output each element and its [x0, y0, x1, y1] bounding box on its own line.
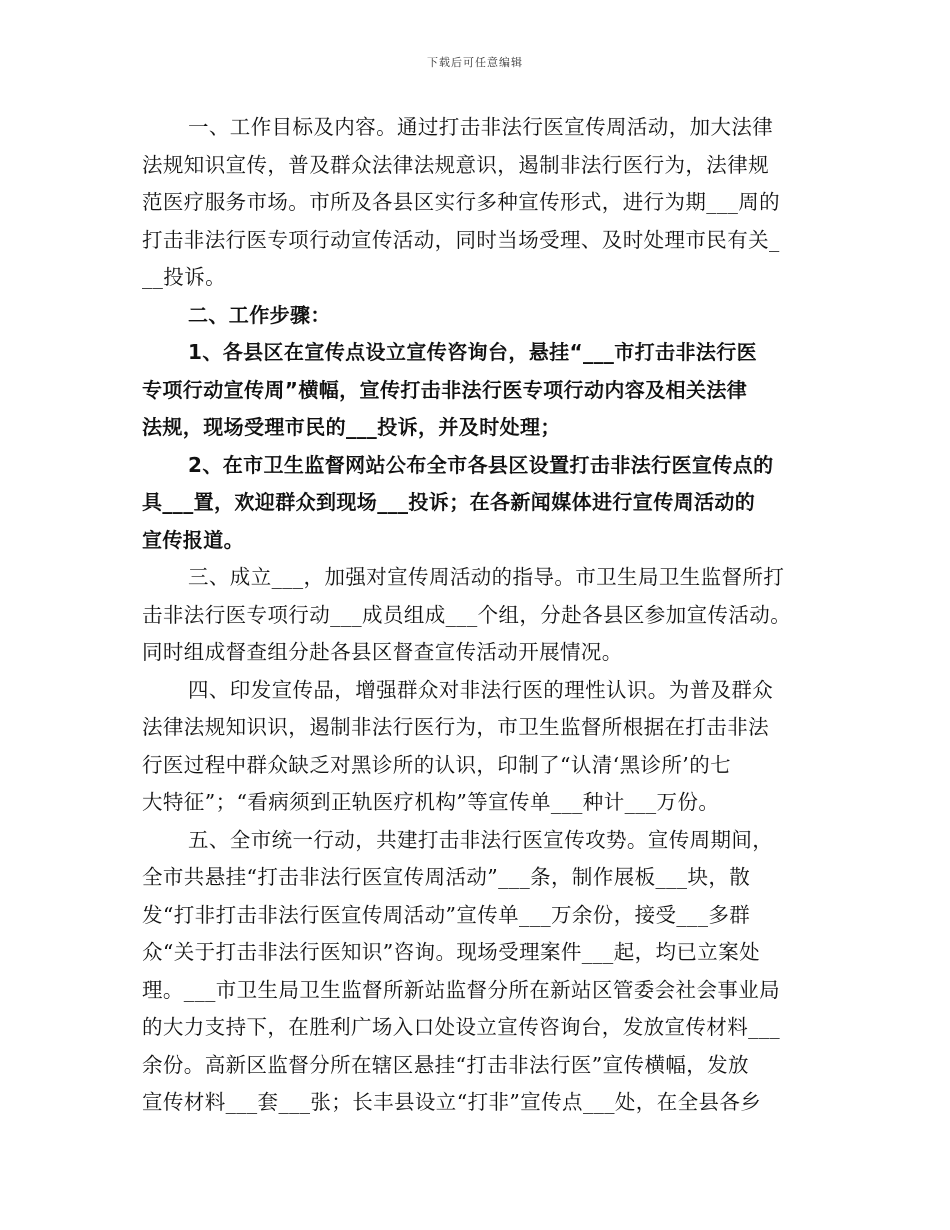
text-line: 三、成立___，加强对宣传周活动的指导。市卫生局卫生监督所打 — [188, 565, 785, 589]
text-line: 宣传材料___套___张；长丰县设立“打非”宣传点___处，在全县各乡 — [142, 1090, 762, 1114]
text-line-bold: 法规，现场受理市民的___投诉，并及时处理； — [142, 415, 561, 439]
text-line: 行医过程中群众缺乏对黑诊所的认识，印制了“认清‘黑诊所’的七 — [142, 753, 732, 777]
text-line: 五、全市统一行动，共建打击非法行医宣传攻势。宣传周期间， — [188, 828, 774, 852]
text-line: 法律法规知识识，遏制非法行医行为，市卫生监督所根据在打击非法 — [142, 715, 769, 739]
text-line-bold: 具___置，欢迎群众到现场___投诉；在各新闻媒体进行宣传周活动的 — [142, 490, 756, 514]
text-line-bold: 2、在市卫生监督网站公布全市各县区设置打击非法行医宣传点的 — [188, 453, 774, 477]
text-line: 全市共悬挂“打击非法行医宣传周活动”___条，制作展板___块，散 — [142, 865, 751, 889]
text-line: __投诉。 — [142, 265, 226, 289]
text-line: 击非法行医专项行动___成员组成___个组，分赴各县区参加宣传活动。 — [142, 603, 792, 627]
text-line: 范医疗服务市场。市所及各县区实行多种宣传形式，进行为期___周的 — [142, 190, 781, 214]
text-line-bold: 1、各县区在宣传点设立宣传咨询台，悬挂“___市打击非法行医 — [188, 340, 758, 364]
text-line: 四、印发宣传品，增强群众对非法行医的理性认识。为普及群众 — [188, 678, 774, 702]
text-line: 众“关于打击非法行医知识”咨询。现场受理案件___起，均已立案处 — [142, 940, 761, 964]
text-line-bold: 宣传报道。 — [142, 528, 244, 552]
text-line: 打击非法行医专项行动宣传活动，同时当场受理、及时处理市民有关_ — [142, 228, 780, 252]
text-line-bold: 专项行动宣传周”横幅，宣传打击非法行医专项行动内容及相关法律 — [142, 378, 748, 402]
text-line: 一、工作目标及内容。通过打击非法行医宣传周活动，加大法律 — [188, 115, 774, 139]
text-line: 同时组成督查组分赴各县区督查宣传活动开展情况。 — [142, 640, 623, 664]
text-line: 法规知识宣传，普及群众法律法规意识，遏制非法行医行为，法律规 — [142, 153, 769, 177]
text-line: 余份。高新区监督分所在辖区悬挂“打击非法行医”宣传横幅，发放 — [142, 1053, 749, 1077]
text-line: 发“打非打击非法行医宣传周活动”宣传单___万余份，接受___多群 — [142, 903, 751, 927]
text-line: 理。___市卫生局卫生监督所新站监督分所在新站区管委会社会事业局 — [142, 978, 781, 1002]
section-heading: 二、工作步骤： — [188, 303, 331, 327]
text-line: 大特征”；“看病须到正轨医疗机构”等宣传单___种计___万份。 — [142, 790, 720, 814]
text-line: 的大力支持下，在胜利广场入口处设立宣传咨询台，发放宣传材料___ — [142, 1015, 781, 1039]
page-header: 下载后可任意编辑 — [427, 56, 523, 69]
